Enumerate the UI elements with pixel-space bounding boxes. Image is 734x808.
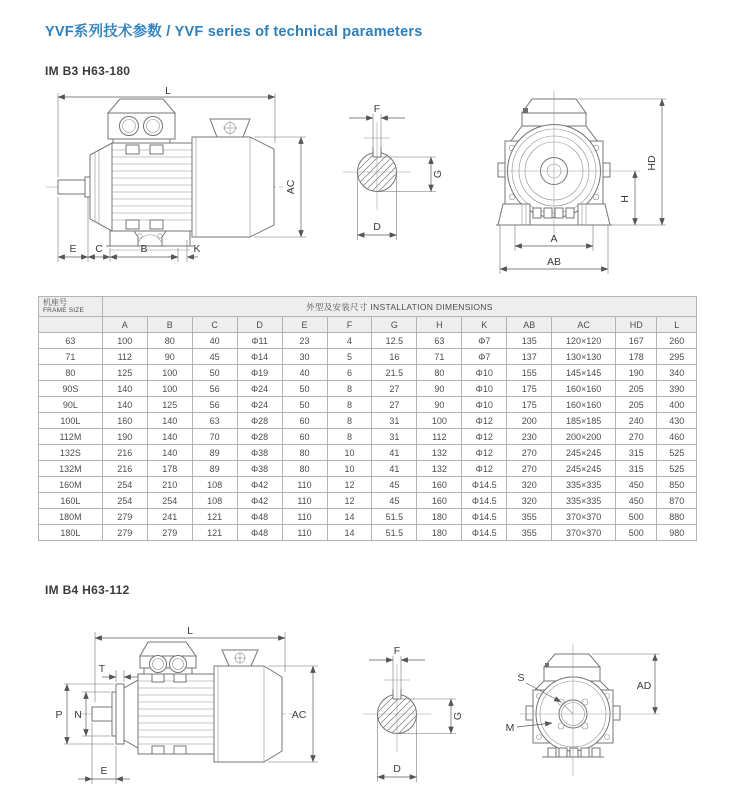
dimension-cell: 80: [147, 333, 192, 349]
dim-label-H: H: [619, 195, 631, 203]
dimension-cell: 270: [507, 461, 552, 477]
dim-label-G: G: [432, 169, 444, 179]
dimension-cell: 167: [616, 333, 657, 349]
dimension-cell: 31: [372, 413, 417, 429]
column-header-H: H: [417, 317, 462, 333]
frame-size-cell: 160L: [39, 493, 103, 509]
dimension-cell: 80: [282, 461, 327, 477]
column-header-E: E: [282, 317, 327, 333]
terminal-box: [108, 113, 175, 139]
dimension-cell: 10: [327, 445, 372, 461]
table-row: [39, 509, 697, 525]
dimension-cell: 71: [417, 349, 462, 365]
terminal-box-roof: [108, 99, 175, 113]
dim-label-AC: AC: [285, 179, 297, 195]
dim-label-T: T: [98, 663, 106, 675]
terminal-box-roof: [544, 654, 600, 667]
dimension-cell: Φ14.5: [462, 509, 507, 525]
dim-label-B: B: [140, 243, 148, 255]
dimension-cell: 6: [327, 365, 372, 381]
dimension-cell: 140: [147, 413, 192, 429]
motor-front-drawing: [496, 91, 640, 237]
section-heading-b3: IM B3 H63-180: [45, 64, 131, 78]
dimension-cell: 500: [616, 525, 657, 541]
dimension-cell: Φ42: [237, 477, 282, 493]
dimension-cell: 121: [192, 525, 237, 541]
frame-size-header: [39, 297, 103, 317]
dimension-cell: 140: [102, 397, 147, 413]
shaft-section-drawing: [350, 656, 450, 752]
dimension-cell: 335×335: [552, 493, 616, 509]
dimension-cell: 155: [507, 365, 552, 381]
dimension-cell: 100: [147, 381, 192, 397]
dimension-cell: 216: [102, 461, 147, 477]
dim-label-E: E: [100, 765, 108, 777]
finned-body: [138, 674, 214, 754]
frame-size-cell: 132S: [39, 445, 103, 461]
dimension-cell: 45: [372, 477, 417, 493]
dimension-cell: 125: [147, 397, 192, 413]
dimension-cell: 120×120: [552, 333, 616, 349]
dimension-cell: 400: [657, 397, 697, 413]
b3-front-view-diagram: [478, 85, 703, 280]
dimension-cell: 40: [192, 333, 237, 349]
installation-dimensions-header: 外型及安装尺寸 INSTALLATION DIMENSIONS: [102, 297, 696, 317]
table-row: [39, 525, 697, 541]
front-bracket: [90, 143, 112, 231]
table-row: [39, 333, 697, 349]
dimension-cell: 14: [327, 509, 372, 525]
dimension-cell: 160: [102, 413, 147, 429]
frame-size-cell: 132M: [39, 461, 103, 477]
dimension-cell: 12: [327, 477, 372, 493]
dimension-cell: 112: [417, 429, 462, 445]
b4-shaft-section-diagram: [350, 628, 480, 796]
column-header-G: G: [372, 317, 417, 333]
dimension-cell: 279: [147, 525, 192, 541]
dimension-cell: 8: [327, 413, 372, 429]
dimension-cell: 90: [417, 381, 462, 397]
dimension-cell: Φ12: [462, 429, 507, 445]
dimension-cell: 110: [282, 509, 327, 525]
dimension-cell: 180: [417, 509, 462, 525]
dimension-cell: 320: [507, 477, 552, 493]
dimensions-table: [38, 296, 697, 541]
frame-size-cell: 90S: [39, 381, 103, 397]
dimension-cell: Φ38: [237, 445, 282, 461]
dimension-cell: 178: [616, 349, 657, 365]
foot: [578, 204, 610, 225]
dimension-cell: 23: [282, 333, 327, 349]
dim-label-AB: AB: [546, 256, 562, 268]
dimension-cell: Φ19: [237, 365, 282, 381]
dimension-cell: 850: [657, 477, 697, 493]
front-bracket: [124, 680, 138, 748]
dimension-cell: 254: [147, 493, 192, 509]
frame-size-cell: 63: [39, 333, 103, 349]
dimension-cell: 140: [147, 445, 192, 461]
dimension-cell: 10: [327, 461, 372, 477]
terminal-box: [140, 656, 196, 668]
dim-label-K: K: [193, 243, 201, 255]
dimension-cell: 132: [417, 445, 462, 461]
fan-cover: [192, 137, 274, 237]
dimension-cell: 135: [507, 333, 552, 349]
dimension-cell: Φ11: [237, 333, 282, 349]
frame-size-cell: 180M: [39, 509, 103, 525]
dimension-cell: Φ42: [237, 493, 282, 509]
dimension-cell: 100: [102, 333, 147, 349]
frame-size-cell: 90L: [39, 397, 103, 413]
table-row: [39, 493, 697, 509]
dimension-cell: 200: [507, 413, 552, 429]
dimension-cell: 880: [657, 509, 697, 525]
dimension-cell: 450: [616, 493, 657, 509]
dimension-cell: 355: [507, 509, 552, 525]
dimension-cell: Φ28: [237, 413, 282, 429]
empty-header-cell: [39, 317, 103, 333]
finned-body: [112, 143, 192, 231]
column-header-D: D: [237, 317, 282, 333]
dim-label-HD: HD: [646, 155, 658, 171]
dimension-cell: 108: [192, 493, 237, 509]
column-header-L: L: [657, 317, 697, 333]
dimension-cell: Φ38: [237, 461, 282, 477]
dimension-cell: 270: [507, 445, 552, 461]
motor-front-drawing: [520, 644, 660, 776]
dimension-cell: Φ10: [462, 365, 507, 381]
dimension-cell: 50: [282, 397, 327, 413]
box-detail: [545, 663, 549, 667]
dimension-cell: 230: [507, 429, 552, 445]
dimension-cell: 160×160: [552, 397, 616, 413]
column-header-K: K: [462, 317, 507, 333]
dimension-cell: 160: [417, 477, 462, 493]
dimension-cell: Φ14.5: [462, 525, 507, 541]
dimension-cell: 190: [616, 365, 657, 381]
dimension-cell: 205: [616, 397, 657, 413]
dimension-cell: 110: [282, 525, 327, 541]
dimension-cell: 270: [616, 429, 657, 445]
dimension-cell: 90: [417, 397, 462, 413]
dimension-cell: Φ10: [462, 381, 507, 397]
dim-label-AD: AD: [636, 680, 652, 692]
dimension-cell: 370×370: [552, 509, 616, 525]
table-row: [39, 381, 697, 397]
dimension-cell: 315: [616, 445, 657, 461]
dimension-cell: 175: [507, 381, 552, 397]
dimension-cell: 110: [282, 493, 327, 509]
shaft-section-drawing: [330, 114, 430, 210]
dimension-cell: 4: [327, 333, 372, 349]
dimension-cell: Φ14.5: [462, 493, 507, 509]
dimension-cell: 108: [192, 477, 237, 493]
dimension-cell: Φ14: [237, 349, 282, 365]
dim-label-P: P: [55, 709, 63, 721]
frame-size-cell: 80: [39, 365, 103, 381]
dimension-cell: 100: [417, 413, 462, 429]
dimension-cell: 241: [147, 509, 192, 525]
dimension-cell: 315: [616, 461, 657, 477]
dim-label-C: C: [95, 243, 103, 255]
dimension-cell: 390: [657, 381, 697, 397]
dimension-cell: 254: [102, 493, 147, 509]
table-row: [39, 365, 697, 381]
dimension-cell: 41: [372, 461, 417, 477]
section-heading-b4: IM B4 H63-112: [45, 583, 130, 597]
dimension-cell: 40: [282, 365, 327, 381]
dimension-cell: Φ10: [462, 397, 507, 413]
dimension-cell: 132: [417, 461, 462, 477]
dimension-cell: 279: [102, 525, 147, 541]
dimension-cell: 190: [102, 429, 147, 445]
dim-label-A: A: [550, 233, 558, 245]
dimension-cell: 145×145: [552, 365, 616, 381]
dimension-cell: 130×130: [552, 349, 616, 365]
dimension-cell: 460: [657, 429, 697, 445]
dimension-cell: Φ14.5: [462, 477, 507, 493]
dimension-cell: 245×245: [552, 445, 616, 461]
dimension-cell: 140: [147, 429, 192, 445]
table-row: [39, 413, 697, 429]
dimension-cell: 180: [417, 525, 462, 541]
dim-label-G: G: [452, 711, 464, 721]
column-header-AC: AC: [552, 317, 616, 333]
dimension-cell: 12: [327, 493, 372, 509]
dimension-cell: 254: [102, 477, 147, 493]
b4-front-view-diagram: [492, 628, 712, 803]
dimension-cell: 525: [657, 461, 697, 477]
dimension-cell: Φ7: [462, 333, 507, 349]
flange: [116, 684, 124, 744]
dimension-cell: 500: [616, 509, 657, 525]
dimension-cell: 21.5: [372, 365, 417, 381]
dimension-cell: Φ28: [237, 429, 282, 445]
dimension-cell: 100: [147, 365, 192, 381]
dimension-cell: 245×245: [552, 461, 616, 477]
dim-label-S: S: [517, 672, 525, 684]
dimension-cell: 140: [102, 381, 147, 397]
dimension-cell: 12.5: [372, 333, 417, 349]
cable-gland: [150, 656, 167, 673]
dimension-cell: 14: [327, 525, 372, 541]
dimension-cell: 8: [327, 381, 372, 397]
dimension-cell: Φ12: [462, 445, 507, 461]
frame-size-cell: 71: [39, 349, 103, 365]
dimension-cell: 340: [657, 365, 697, 381]
column-header-C: C: [192, 317, 237, 333]
b3-shaft-section-diagram: [330, 86, 460, 254]
dimension-cell: 56: [192, 381, 237, 397]
column-header-AB: AB: [507, 317, 552, 333]
column-header-F: F: [327, 317, 372, 333]
shaft: [58, 180, 88, 194]
dimension-cell: 160×160: [552, 381, 616, 397]
dimension-cell: 5: [327, 349, 372, 365]
dimension-cell: 279: [102, 509, 147, 525]
table-row: [39, 477, 697, 493]
dimension-cell: 980: [657, 525, 697, 541]
dimension-cell: 430: [657, 413, 697, 429]
dimension-cell: Φ24: [237, 381, 282, 397]
dimension-cell: 175: [507, 397, 552, 413]
column-header-HD: HD: [616, 317, 657, 333]
foot: [162, 231, 190, 246]
dimension-cell: 45: [372, 493, 417, 509]
dimension-cell: 260: [657, 333, 697, 349]
table-row: [39, 445, 697, 461]
dim-label-F: F: [373, 103, 381, 115]
dim-label-AC: AC: [291, 709, 307, 721]
dimension-cell: 16: [372, 349, 417, 365]
dimension-cell: Φ7: [462, 349, 507, 365]
dimension-cell: 205: [616, 381, 657, 397]
motor-side-drawing: [46, 99, 284, 250]
dimension-cell: Φ48: [237, 525, 282, 541]
spigot: [112, 692, 116, 736]
dimension-cell: 90: [147, 349, 192, 365]
dimension-cell: 210: [147, 477, 192, 493]
dimension-cell: 80: [282, 445, 327, 461]
terminal-box-roof: [140, 642, 196, 656]
dimension-cell: 31: [372, 429, 417, 445]
dimension-cell: 137: [507, 349, 552, 365]
dimension-cell: 56: [192, 397, 237, 413]
dimension-cell: 8: [327, 429, 372, 445]
dimension-cell: 51.5: [372, 509, 417, 525]
frame-size-en: FRAME SIZE: [43, 306, 85, 314]
page-title: YVF系列技术参数 / YVF series of technical parameters: [45, 24, 423, 40]
table-row: [39, 349, 697, 365]
b4-side-view-diagram: [52, 622, 342, 807]
dim-label-L: L: [187, 625, 193, 637]
dim-label-D: D: [393, 763, 401, 775]
dimension-cell: 63: [192, 413, 237, 429]
dimension-cell: 63: [417, 333, 462, 349]
frame-size-cell: 180L: [39, 525, 103, 541]
dim-label-N: N: [74, 709, 82, 721]
dimension-cell: 60: [282, 413, 327, 429]
foot: [498, 204, 530, 225]
dimension-cell: 125: [102, 365, 147, 381]
dimension-cell: 45: [192, 349, 237, 365]
box-detail: [523, 108, 528, 113]
dimension-cell: Φ48: [237, 509, 282, 525]
dimension-cell: 355: [507, 525, 552, 541]
cable-gland: [170, 656, 187, 673]
dimension-cell: 370×370: [552, 525, 616, 541]
dimension-cell: 51.5: [372, 525, 417, 541]
foot: [110, 231, 138, 246]
b3-side-view-diagram: [40, 85, 320, 277]
dimension-cell: 216: [102, 445, 147, 461]
fan-cover: [214, 666, 282, 762]
dim-label-D: D: [373, 221, 381, 233]
dimension-cell: 60: [282, 429, 327, 445]
dimension-cell: 50: [282, 381, 327, 397]
dimension-cell: 110: [282, 477, 327, 493]
dimension-cell: 200×200: [552, 429, 616, 445]
dimension-cell: Φ12: [462, 461, 507, 477]
column-header-B: B: [147, 317, 192, 333]
dimension-cell: 89: [192, 461, 237, 477]
dimension-cell: 525: [657, 445, 697, 461]
dimension-cell: 178: [147, 461, 192, 477]
dimension-cell: 121: [192, 509, 237, 525]
table-row: [39, 397, 697, 413]
dimension-cell: 8: [327, 397, 372, 413]
dimension-cell: 70: [192, 429, 237, 445]
dimension-cell: 240: [616, 413, 657, 429]
frame-size-cell: 160M: [39, 477, 103, 493]
dim-label-M: M: [505, 722, 515, 734]
dimension-cell: 335×335: [552, 477, 616, 493]
dimension-cell: 295: [657, 349, 697, 365]
dimension-cell: 160: [417, 493, 462, 509]
dimension-cell: 112: [102, 349, 147, 365]
frame-size-zh: 机座号: [43, 298, 67, 308]
dimension-cell: 30: [282, 349, 327, 365]
dimension-cell: 27: [372, 397, 417, 413]
dimension-cell: 89: [192, 445, 237, 461]
dimension-cell: 41: [372, 445, 417, 461]
frame-size-cell: 112M: [39, 429, 103, 445]
column-header-A: A: [102, 317, 147, 333]
dimension-cell: 185×185: [552, 413, 616, 429]
dimension-cell: 50: [192, 365, 237, 381]
dim-label-E: E: [69, 243, 77, 255]
dimension-cell: 80: [417, 365, 462, 381]
dimension-cell: Φ12: [462, 413, 507, 429]
dimension-cell: Φ24: [237, 397, 282, 413]
dimension-cell: 870: [657, 493, 697, 509]
dim-label-F: F: [393, 645, 401, 657]
dimension-cell: 320: [507, 493, 552, 509]
dimension-cell: 450: [616, 477, 657, 493]
dim-label-L: L: [165, 85, 171, 97]
dimension-cell: 27: [372, 381, 417, 397]
table-row: [39, 461, 697, 477]
table-row: [39, 429, 697, 445]
frame-size-cell: 100L: [39, 413, 103, 429]
